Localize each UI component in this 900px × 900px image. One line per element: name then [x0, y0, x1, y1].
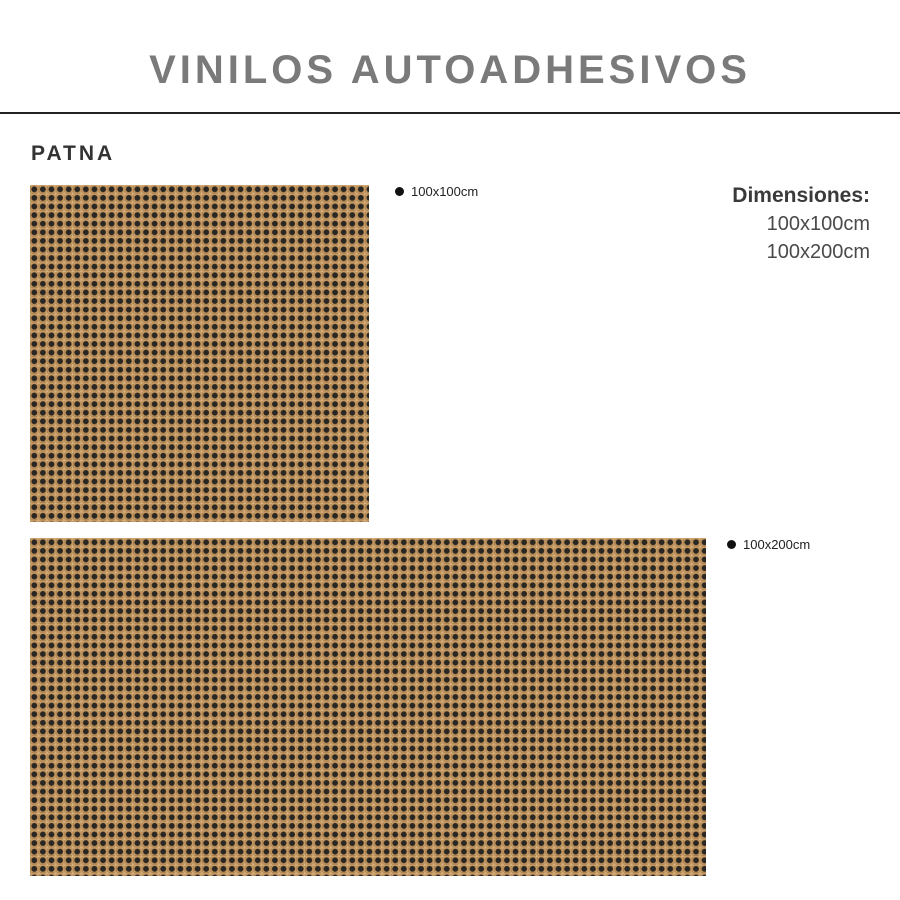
bullet-icon [395, 187, 404, 196]
dimension-value: 100x200cm [766, 241, 870, 263]
page-header [0, 0, 900, 114]
dimensions-block [732, 182, 870, 266]
size-tag-100x100 [395, 184, 478, 199]
bullet-icon [727, 540, 736, 549]
size-tag-100x200 [727, 537, 810, 552]
size-tag-label: 100x200cm [743, 537, 811, 552]
product-name: PATNA [31, 142, 116, 165]
size-tag-label: 100x100cm [411, 184, 479, 199]
swatch-100x100-image [30, 185, 369, 522]
page-title: VINILOS AUTOADHESIVOS [149, 48, 751, 92]
dimensions-heading: Dimensiones: [732, 184, 870, 207]
swatch-100x200-image [30, 538, 706, 876]
dimension-value: 100x100cm [766, 213, 870, 235]
